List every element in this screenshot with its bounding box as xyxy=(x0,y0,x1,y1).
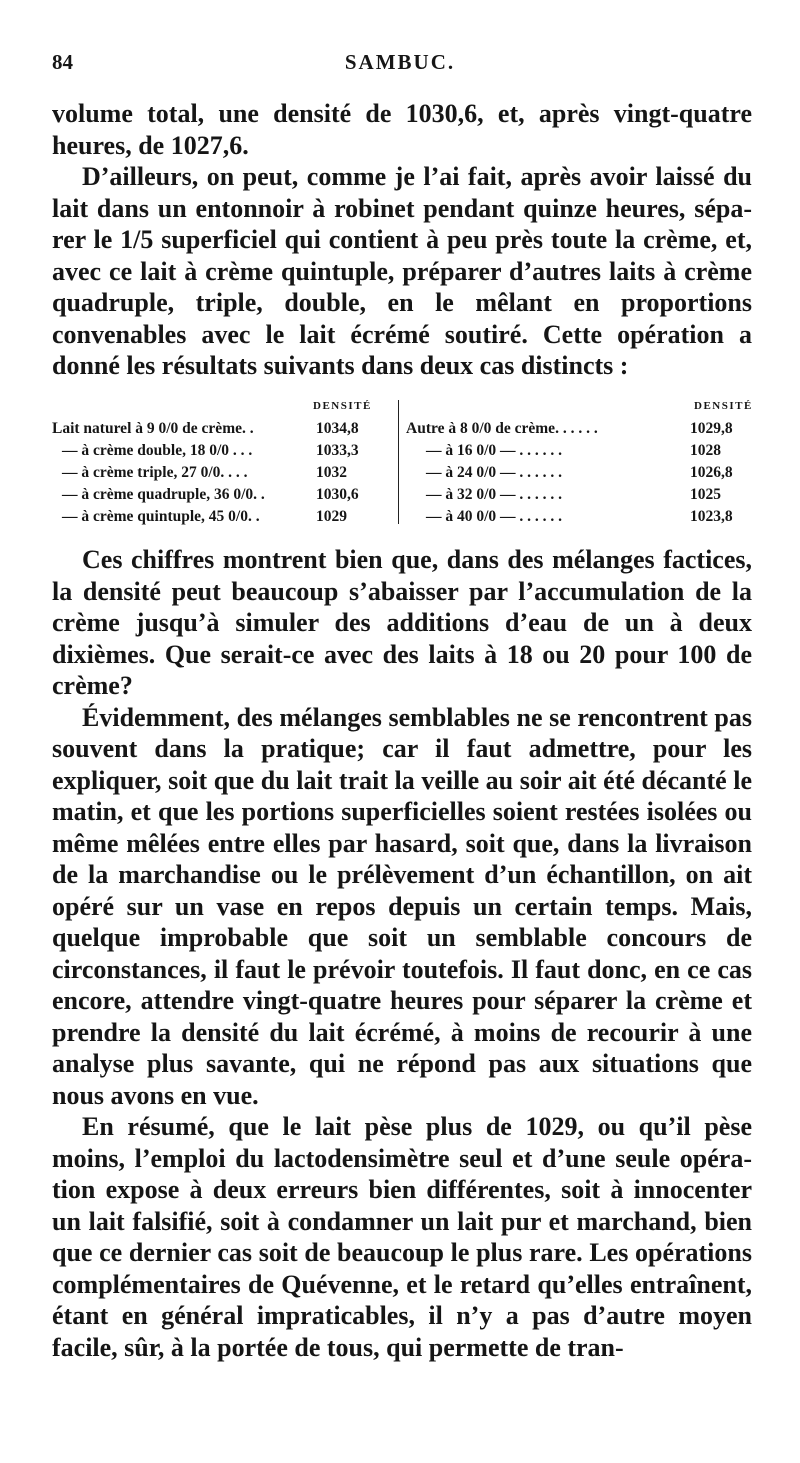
row-label: Autre à 8 0/0 de crème. . . . . . xyxy=(406,420,598,437)
row-value: 1026,8 xyxy=(690,464,733,481)
table-row xyxy=(406,506,752,528)
row-label: Lait naturel à 9 0/0 de crème. . xyxy=(52,420,254,437)
row-label: — à 24 0/0 — . . . . . . xyxy=(426,464,563,481)
paragraph: Évidemment, des mélanges semblables ne se rencontrent pas souvent dans la pratique; car il faut admettre, pour les expliquer, soit que du lait trait la veille au soir ait été décanté le matin, et que les portions superficielles soient restées isolées ou même mêlées entre elles par hasard, soit que, dans la livraison de la marchandise ou le prélèvement d’un échantillon, on ait opéré sur un vase en repos depuis un certain temps. Mais, quelque improbable que soit un semblable concours de circonstances, il faut le prévoir toutefois. Il faut donc, en ce cas encore, attendre vingt-quatre heures pour séparer la crème et prendre la densité du lait écrémé, à moins de recourir à une analyse plus savante, qui ne répond pas aux situations que nous avons en vue. xyxy=(52,702,752,1110)
paragraph: D’ailleurs, on peut, comme je l’ai fait, après avoir laissé du lait dans un entonnoir à robinet pendant quinze heures, séparer le 1/5 superficiel qui contient à peu près toute la crème, et, avec ce lait à crème quintuple, préparer d’autres laits à crème quadruple, triple, double, en le mêlant en proportions convenables avec le lait écrémé soutiré. Cette opération a donné les résultats suivants dans deux cas distincts : xyxy=(52,162,752,380)
paragraph: En résumé, que le lait pèse plus de 1029, ou qu’il pèse moins, l’emploi du lactodensimètre seul et d’une seule opération expose à deux erreurs bien différentes, soit à innocenter un lait falsifié, soit à condamner un lait pur et marchand, bien que ce dernier cas soit de beaucoup le plus rare. Les opérations complémentaires de Quévenne, et le retard qu’elles entraînent, étant en général impraticables, il n’y a pas d’autre moyen facile, sûr, à la portée de tous, qui permette de tran- xyxy=(52,1112,752,1362)
row-value: 1029 xyxy=(316,508,347,525)
table-row xyxy=(406,462,752,484)
row-value: 1032 xyxy=(316,464,347,481)
left-column-header: DENSITÉ xyxy=(313,400,372,412)
table-divider xyxy=(398,400,399,524)
row-label: — à crème quadruple, 36 0/0. . xyxy=(62,486,265,503)
row-value: 1023,8 xyxy=(690,508,733,525)
paragraph: volume total, une densité de 1030,6, et, après vingt-quatre heures, de 1027,6. xyxy=(52,99,752,160)
row-value: 1030,6 xyxy=(316,486,359,503)
page-header xyxy=(52,50,748,80)
table-row xyxy=(52,462,394,484)
table-row xyxy=(52,440,394,462)
text-block-bottom xyxy=(52,544,752,1363)
density-table xyxy=(52,400,752,530)
row-value: 1025 xyxy=(690,486,721,503)
right-column-header: DENSITÉ xyxy=(694,400,753,412)
row-label: — à crème quintuple, 45 0/0. . xyxy=(62,508,260,525)
table-row xyxy=(52,418,394,440)
row-label: — à 40 0/0 — . . . . . . xyxy=(426,508,563,525)
row-value: 1029,8 xyxy=(690,420,733,437)
row-value: 1028 xyxy=(690,442,721,459)
row-value: 1034,8 xyxy=(316,420,359,437)
row-label: — à crème double, 18 0/0 . . . xyxy=(62,442,253,459)
table-row xyxy=(406,418,752,440)
text-block-top xyxy=(52,98,752,382)
row-label: — à 32 0/0 — . . . . . . xyxy=(426,486,563,503)
page-number: 84 xyxy=(52,50,73,74)
row-label: — à 16 0/0 — . . . . . . xyxy=(426,442,563,459)
table-row xyxy=(52,506,394,528)
table-row xyxy=(52,484,394,506)
table-row xyxy=(406,440,752,462)
row-value: 1033,3 xyxy=(316,442,359,459)
running-head: SAMBUC. xyxy=(344,50,456,74)
table-row xyxy=(406,484,752,506)
row-label: — à crème triple, 27 0/0. . . . xyxy=(62,464,248,481)
paragraph: Ces chiffres montrent bien que, dans des mélanges factices, la densité peut beaucoup s’abaisser par l’accumulation de la crème jusqu’à simuler des additions d’eau de un à deux dixièmes. Que serait-ce avec des laits à 18 ou 20 pour 100 de crème? xyxy=(52,545,752,700)
